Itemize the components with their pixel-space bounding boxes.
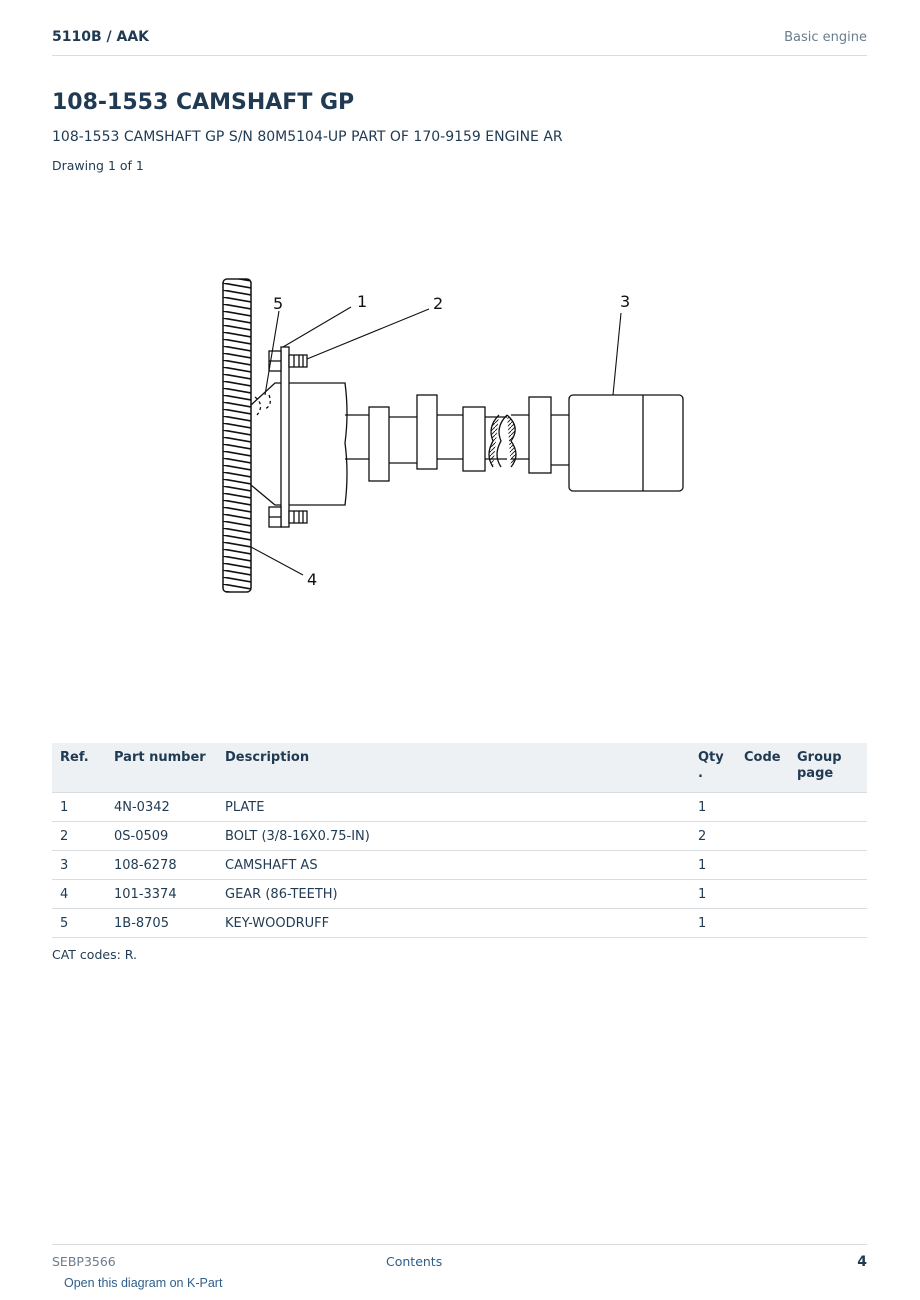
col-ref: Ref. <box>52 743 106 793</box>
cell-qty: 1 <box>690 880 736 909</box>
cell-description: GEAR (86-TEETH) <box>217 880 690 909</box>
camshaft-diagram <box>195 255 715 705</box>
page-footer <box>52 1244 867 1270</box>
page-subtitle: 108-1553 CAMSHAFT GP S/N 80M5104-UP PART OF 170-9159 ENGINE AR <box>52 129 563 145</box>
cell-group <box>789 880 867 909</box>
woodruff-key-part <box>255 395 270 415</box>
cell-group <box>789 909 867 938</box>
cell-group <box>789 822 867 851</box>
cell-part-number: 108-6278 <box>106 851 217 880</box>
camshaft-part <box>345 395 683 491</box>
page-header <box>52 28 867 56</box>
cell-part-number: 0S-0509 <box>106 822 217 851</box>
callout-2: 2 <box>433 294 444 313</box>
cell-qty: 1 <box>690 909 736 938</box>
cell-code <box>736 851 789 880</box>
cell-code <box>736 822 789 851</box>
col-qty-line1: Qty <box>698 750 724 765</box>
open-in-kpart-link[interactable]: Open this diagram on K-Part <box>64 1276 223 1290</box>
plate-part <box>281 347 289 527</box>
document-id: SEBP3566 <box>52 1254 116 1269</box>
drawing-count: Drawing 1 of 1 <box>52 158 144 173</box>
cell-ref: 1 <box>52 793 106 822</box>
cell-qty: 1 <box>690 793 736 822</box>
cell-group <box>789 793 867 822</box>
cell-code <box>736 880 789 909</box>
callout-3: 3 <box>620 292 631 311</box>
cat-codes: CAT codes: R. <box>52 947 137 962</box>
parts-table <box>52 743 867 938</box>
callout-1: 1 <box>357 292 368 311</box>
cell-description: BOLT (3/8-16X0.75-IN) <box>217 822 690 851</box>
col-group-line2: page <box>797 766 834 781</box>
cell-part-number: 4N-0342 <box>106 793 217 822</box>
cell-ref: 5 <box>52 909 106 938</box>
page-title: 108-1553 CAMSHAFT GP <box>52 90 355 115</box>
gear-part <box>223 279 251 592</box>
cell-group <box>789 851 867 880</box>
cell-description: PLATE <box>217 793 690 822</box>
cell-part-number: 101-3374 <box>106 880 217 909</box>
table-row <box>52 909 867 938</box>
contents-link[interactable]: Contents <box>386 1254 443 1269</box>
cell-description: KEY-WOODRUFF <box>217 909 690 938</box>
col-qty-line2: . <box>698 766 703 781</box>
table-row <box>52 851 867 880</box>
page-number: 4 <box>857 1254 867 1270</box>
table-row <box>52 822 867 851</box>
cell-ref: 2 <box>52 822 106 851</box>
cell-ref: 3 <box>52 851 106 880</box>
section-name: Basic engine <box>784 30 867 45</box>
callout-4: 4 <box>307 570 318 589</box>
col-part-number: Part number <box>106 743 217 793</box>
col-group-page <box>789 743 867 793</box>
hub-part <box>251 383 347 505</box>
model-breadcrumb: 5110B / AAK <box>52 29 150 45</box>
callout-5: 5 <box>273 294 284 313</box>
table-header-row <box>52 743 867 793</box>
col-description: Description <box>217 743 690 793</box>
col-qty <box>690 743 736 793</box>
table-row <box>52 880 867 909</box>
col-group-line1: Group <box>797 750 842 765</box>
col-code: Code <box>736 743 789 793</box>
cell-part-number: 1B-8705 <box>106 909 217 938</box>
cell-code <box>736 909 789 938</box>
table-row <box>52 793 867 822</box>
cell-qty: 1 <box>690 851 736 880</box>
cell-code <box>736 793 789 822</box>
cell-ref: 4 <box>52 880 106 909</box>
cell-qty: 2 <box>690 822 736 851</box>
cell-description: CAMSHAFT AS <box>217 851 690 880</box>
